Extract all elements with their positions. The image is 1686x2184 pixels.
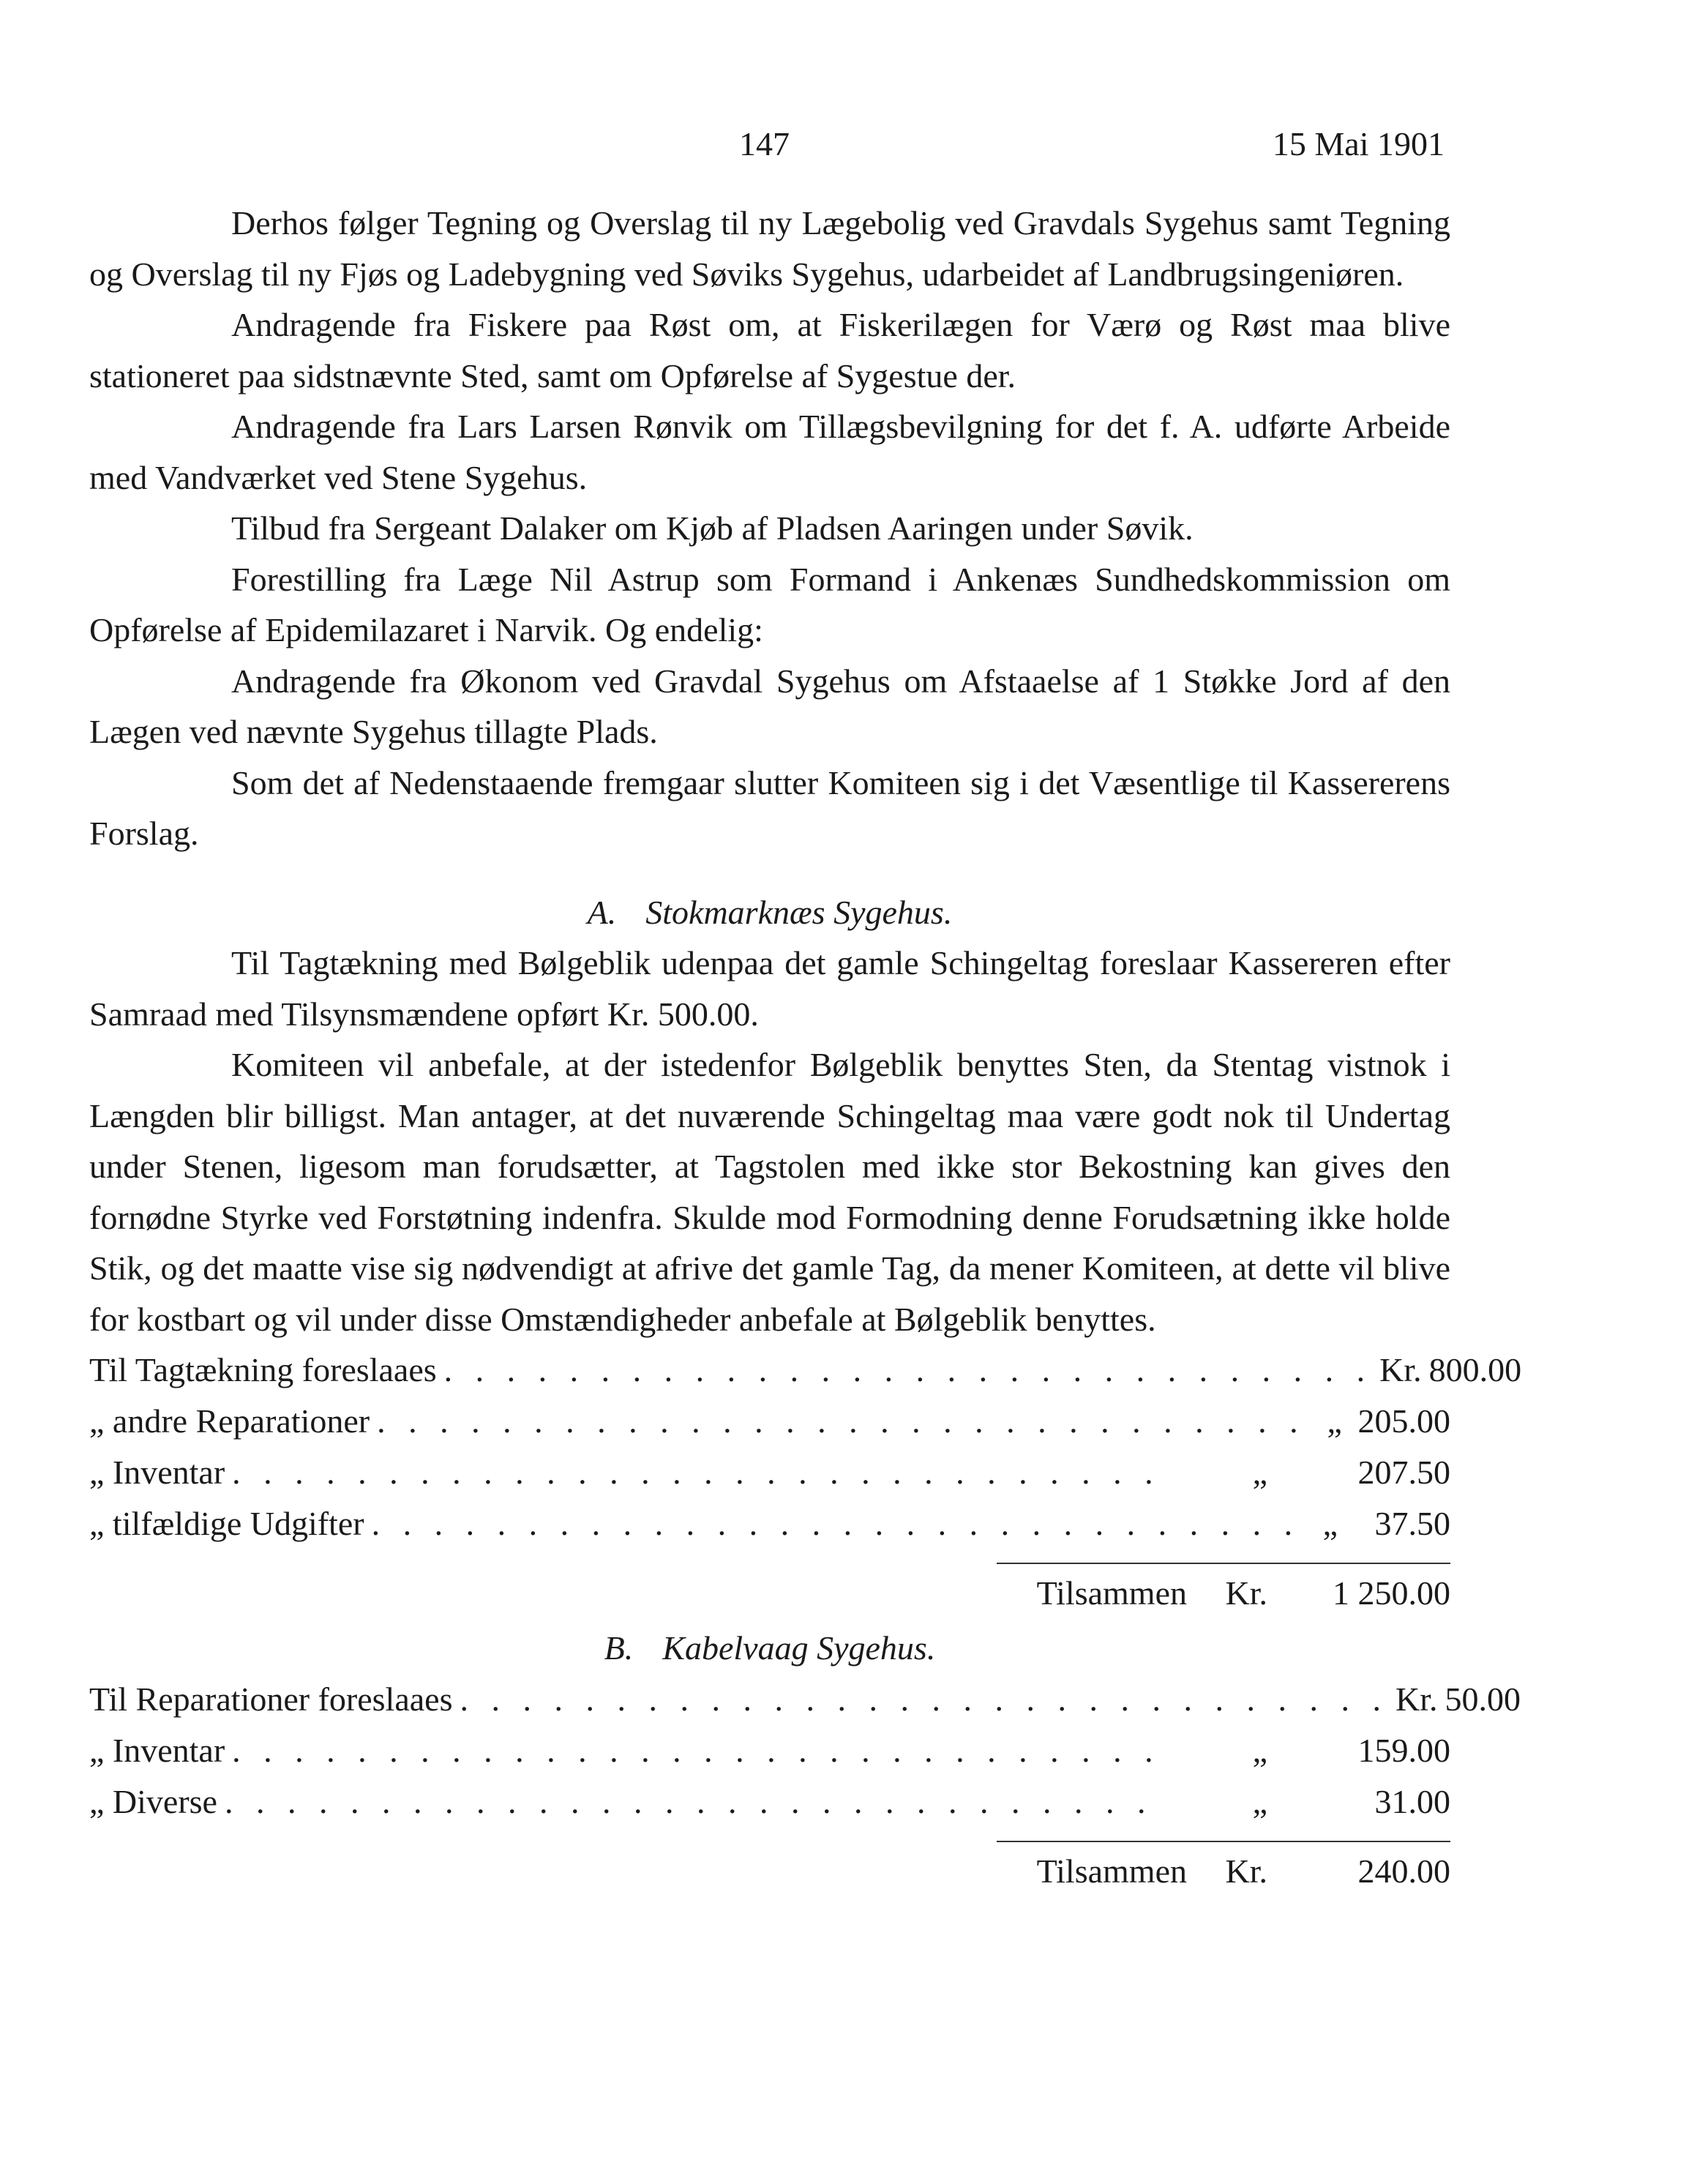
budget-item-currency: „ <box>1327 1402 1342 1440</box>
budget-table-b <box>89 1674 1521 1901</box>
budget-row <box>89 1447 1450 1498</box>
budget-item-amount: 159.00 <box>1357 1731 1450 1769</box>
budget-item-label: Til Reparationer foreslaaes <box>89 1680 453 1718</box>
section-b-heading <box>89 1623 1450 1674</box>
leader-dots: . . . . . . . . . . . . . . . . . . . . . . . . . . . . . . <box>460 1680 1388 1718</box>
budget-item-amount: 207.50 <box>1357 1454 1450 1491</box>
total-label: Tilsammen <box>1036 1574 1187 1612</box>
budget-item-currency: „ <box>1252 1454 1267 1491</box>
budget-row <box>89 1674 1521 1725</box>
header-date: 15 Mai 1901 <box>1272 125 1445 162</box>
page-body <box>89 198 1522 1901</box>
budget-item-amount: 50.00 <box>1445 1680 1521 1718</box>
budget-row <box>89 1498 1450 1549</box>
budget-item-amount: 31.00 <box>1374 1782 1450 1820</box>
budget-item-currency: Kr. <box>1395 1680 1438 1718</box>
budget-row <box>89 1776 1450 1828</box>
budget-item-amount: 37.50 <box>1374 1505 1450 1542</box>
paragraph: Forestilling fra Læge Nil Astrup som Formand i Ankenæs Sundhedskommission om Opførelse af Epidemilazaret i Narvik. Og endelig: <box>89 560 1450 648</box>
total-currency: Kr. <box>1225 1852 1267 1890</box>
budget-item-label: „ Diverse <box>89 1782 217 1820</box>
paragraph: Tilbud fra Sergeant Dalaker om Kjøb af Pladsen Aaringen under Søvik. <box>231 509 1194 547</box>
section-letter: A. <box>587 893 617 931</box>
budget-row <box>89 1396 1450 1447</box>
leader-dots: . . . . . . . . . . . . . . . . . . . . . . . . . . . . . . <box>377 1402 1305 1440</box>
paragraph: Til Tagtækning med Bølgeblik udenpaa det gamle Schingeltag foreslaar Kassereren efter Samraad med Tilsynsmændene opført Kr. 500.00. <box>89 944 1450 1033</box>
paragraph: Derhos følger Tegning og Overslag til ny Lægebolig ved Gravdals Sygehus samt Tegning og Overslag til ny Fjøs og Ladebygning ved Søviks Sygehus, udarbeidet af Landbrugsingeniøren. <box>89 204 1450 293</box>
budget-item-amount: 205.00 <box>1357 1402 1450 1440</box>
budget-item-label: „ Inventar <box>89 1731 225 1769</box>
paragraph: Komiteen vil anbefale, at der istedenfor Bølgeblik benyttes Sten, da Stentag vistnok i Længden blir billigst. Man antager, at det nuværende Schingeltag maa være godt nok til Undertag under Stenen, ligesom man forudsætter, at Tagstolen med ikke stor Bekostning kan gives den fornødne Styrke ved Forstøtning indenfra. Skulde mod Formodning denne Forudsætning ikke holde Stik, og det maatte vise sig nødvendigt at afrive det gamle Tag, da mener Komiteen, at dette vil blive for kostbart og vil under disse Omstændigheder anbefale at Bølgeblik benyttes. <box>89 1046 1450 1338</box>
total-currency: Kr. <box>1225 1574 1267 1612</box>
leader-dots: . . . . . . . . . . . . . . . . . . . . . . . . . . . . . . <box>232 1454 1161 1491</box>
paragraph: Andragende fra Økonom ved Gravdal Sygehus om Afstaaelse af 1 Støkke Jord af den Lægen ved nævnte Sygehus tillagte Plads. <box>89 662 1450 750</box>
leader-dots: . . . . . . . . . . . . . . . . . . . . . . . . . . . . . . <box>224 1782 1153 1820</box>
leader-dots: . . . . . . . . . . . . . . . . . . . . . . . . . . . . . . <box>371 1505 1300 1542</box>
budget-row <box>89 1725 1450 1776</box>
budget-item-currency: „ <box>1322 1505 1338 1542</box>
section-letter: B. <box>604 1629 634 1667</box>
page-header <box>0 124 1686 176</box>
budget-item-currency: „ <box>1252 1782 1267 1820</box>
budget-item-label: Til Tagtækning foreslaaes <box>89 1351 437 1388</box>
budget-item-label: „ Inventar <box>89 1454 225 1491</box>
total-row <box>89 1842 1450 1901</box>
total-amount: 1 250.00 <box>1333 1574 1450 1612</box>
budget-item-amount: 800.00 <box>1428 1351 1522 1388</box>
section-title: Kabelvaag Sygehus. <box>662 1629 936 1667</box>
paragraph: Som det af Nedenstaaende fremgaar slutter Komiteen sig i det Væsentlige til Kassererens Forslag. <box>89 763 1450 852</box>
budget-item-label: „ andre Reparationer <box>89 1402 370 1440</box>
budget-table-a <box>89 1345 1522 1623</box>
paragraph: Andragende fra Fiskere paa Røst om, at Fiskerilægen for Værø og Røst maa blive stationeret paa sidstnævnte Sted, samt om Opførelse af Sygestue der. <box>89 306 1450 394</box>
leader-dots: . . . . . . . . . . . . . . . . . . . . . . . . . . . . . . <box>232 1731 1161 1769</box>
section-title: Stokmarknæs Sygehus. <box>645 893 953 931</box>
paragraph: Andragende fra Lars Larsen Rønvik om Tillægsbevilgning for det f. A. udførte Arbeide med Vandværket ved Stene Sygehus. <box>89 408 1450 496</box>
budget-item-label: „ tilfældige Udgifter <box>89 1505 364 1542</box>
total-label: Tilsammen <box>1036 1852 1187 1890</box>
leader-dots: . . . . . . . . . . . . . . . . . . . . . . . . . . . . . . <box>443 1351 1373 1388</box>
budget-row <box>89 1345 1522 1396</box>
total-row <box>89 1564 1450 1623</box>
budget-item-currency: „ <box>1252 1731 1267 1769</box>
section-a-heading <box>89 887 1450 938</box>
page-number: 147 <box>739 125 790 162</box>
total-amount: 240.00 <box>1357 1852 1450 1890</box>
budget-item-currency: Kr. <box>1379 1351 1422 1388</box>
